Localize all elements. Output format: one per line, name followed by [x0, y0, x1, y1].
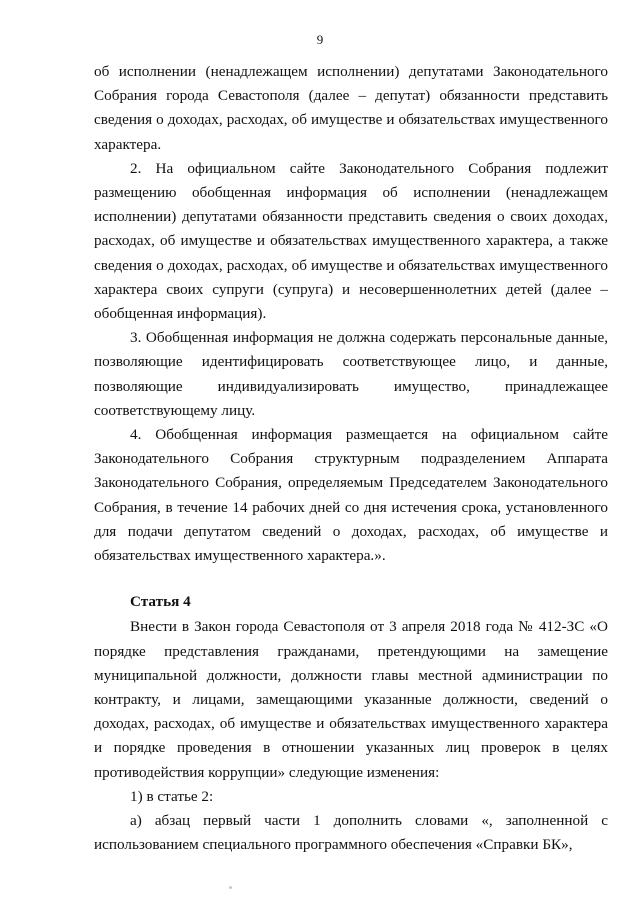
paragraph-3: 3. Обобщенная информация не должна содержать персональные данные, позволяющие идентифицировать соответствующее лицо, и данные, позволяющие индивидуализировать имущество, принадлежащее соответствующему лицу. — [94, 329, 608, 419]
article-heading: Статья 4 — [130, 593, 191, 611]
scan-speck — [229, 886, 232, 889]
amendment-subitem-a: а) абзац первый части 1 дополнить словами «, заполненной с использованием специального программного обеспечения «Справки БК», — [94, 812, 608, 854]
article-4-intro: Внести в Закон города Севастополя от 3 апреля 2018 года № 412-ЗС «О порядке представления гражданами, претендующими на замещение муниципальной должности, должности главы местной администрации по контракту, и лицами, замещающими указанные должности, сведений о доходах, расходах, об имуществе и обязательствах имущественного характера и порядке проведения в отношении указанных лиц проверок в целях противодействия коррупции» следующие изменения: — [94, 618, 608, 781]
paragraph-2: 2. На официальном сайте Законодательного Собрания подлежит размещению обобщенная информация об исполнении (ненадлежащем исполнении) депутатами обязанности представить сведения о своих доходах, расходах, об имуществе и обязательствах имущественного характера, а также сведения о доходах, расходах, об имуществе и обязательствах имущественного характера своих супруги (супруга) и несовершеннолетних детей (далее – обобщенная информация). — [94, 159, 608, 323]
paragraph-4: 4. Обобщенная информация размещается на официальном сайте Законодательного Собрания структурным подразделением Аппарата Законодательного Собрания, определяемым Председателем Законодательного Собрания, в течение 14 рабочих дней со дня истечения срока, установленного для подачи депутатом сведений о доходах, расходах, об имуществе и обязательствах имущественного характера.». — [94, 426, 608, 565]
paragraph-continuation: об исполнении (ненадлежащем исполнении) депутатами Законодательного Собрания города Севастополя (далее – депутат) обязанности представить сведения о доходах, расходах, об имуществе и обязательствах имущественного характера. — [94, 63, 608, 153]
page-number: 9 — [316, 32, 324, 47]
amendment-item-1: 1) в статье 2: — [130, 787, 214, 805]
document-body — [94, 60, 608, 858]
